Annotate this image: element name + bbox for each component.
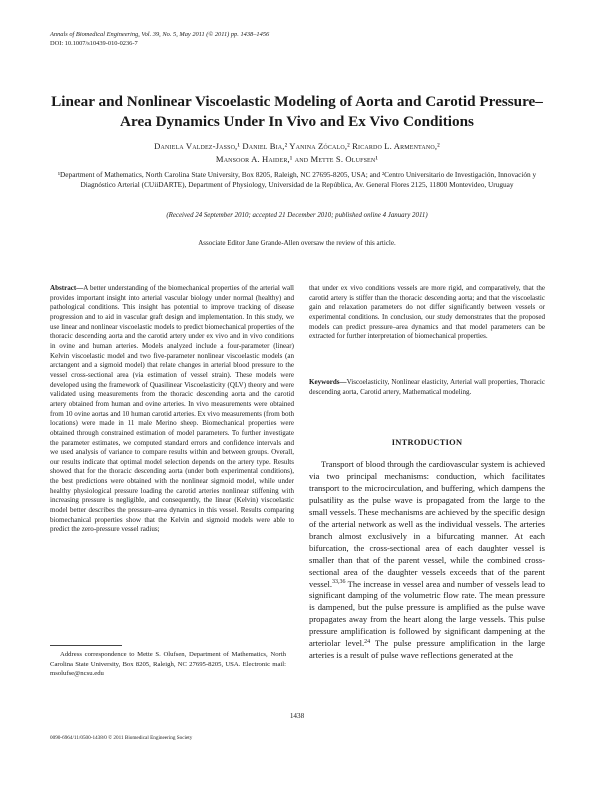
correspondence-footnote: Address correspondence to Mette S. Olufsen, Department of Mathematics, North Carolina State University, Box 8205, Raleigh, NC 27695-8205, USA. Electronic mail: msolufse@ncsu.edu xyxy=(50,651,286,677)
introduction-body xyxy=(309,459,545,662)
editor-note: Associate Editor Jane Grande-Allen oversaw the review of this article. xyxy=(198,239,396,247)
page-number: 1438 xyxy=(289,712,305,720)
journal-header xyxy=(50,30,550,48)
copyright-line: 0090-6964/11/0500-1438/0 © 2011 Biomedical Engineering Society xyxy=(50,735,193,741)
authors-line-1: Daniela Valdez-Jasso,¹ Daniel Bia,² Yanina Zócalo,² Ricardo L. Armentano,² xyxy=(154,141,440,151)
introduction-paragraph: Transport of blood through the cardiovascular system is achieved via two principal mechanisms: conduction, which facilitates transport to the microcirculation, and buffering, which dampens the pulsatility as the pulse wave is propagated from the large to the small vessels. These mechanisms are achieved by the specific design of the arterial network as well as the individual vessels. The arteries branch almost exclusively in a bifurcating manner. At each bifurcation, the cross-sectional area of each daughter vessel is smaller than that of the parent vessel, while the combined cross-sectional area of the daughter vessels exceeds that of the parent vessel.$^{33,36}$ The increase in vessel area and number of vessels lead to significant damping of the volumetric flow rate. The mean pressure is dampened, but the pulse pressure is amplified as the pulse wave propagates away from the heart along the large vessels. This pulse pressure amplification is followed by significant dampening at the arteriolar level.$^{24}$ The pulse pressure amplification in the large arteries is a result of pulse wave reflections generated at the xyxy=(309,459,545,661)
abstract-right-column: that under ex vivo conditions vessels are more rigid, and comparatively, that the carotid artery is stiffer than the thoracic descending aorta; and that the viscoelastic gain and relaxation parameters do not differ significantly between vessels or experimental conditions. In conclusion, our study demonstrates that the proposed models can predict pressure–area dynamics and that model parameters can be extracted for further interpretation of biomechanical properties. xyxy=(309,284,545,341)
citation-ref[interactable]: 24 xyxy=(364,638,371,645)
keywords-text: Viscoelasticity, Nonlinear elasticity, Arterial wall properties, Thoracic descending aorta, Carotid artery, Mathematical modeling. xyxy=(309,378,545,396)
authors-line-2: Mansoor A. Haider,¹ and Mette S. Olufsen¹ xyxy=(215,153,379,164)
citation-ref[interactable]: 33,36 xyxy=(332,579,346,586)
abstract-left-column xyxy=(50,284,294,535)
journal-citation: Annals of Biomedical Engineering, Vol. 39, No. 5, May 2011 (© 2011) pp. 1438–1456 xyxy=(50,31,270,38)
abstract-text: A better understanding of the biomechanical properties of the arterial wall provides important insight into arterial vascular biology under normal (healthy) and pathological conditions. This insight has potential to improve tracking of disease progression and to aid in vascular graft design and implementation. In this study, we use linear and nonlinear viscoelastic models to predict biomechanical properties of the thoracic descending aorta and the carotid artery under ex vivo and in vivo conditions in ovine and human arteries. Models analyzed include a four-parameter (linear) Kelvin viscoelastic model and two five-parameter nonlinear viscoelastic models (an arctangent and a sigmoid model) that relate changes in arterial blood pressure to the vessel cross-sectional area (via estimation of vessel strain). These models were developed using the framework of Quasilinear Viscoelasticity (QLV) theory and were validated using measurements from the thoracic descending aorta and the carotid artery obtained from human and ovine arteries. In vivo measurements were obtained from 10 ovine aortas and 10 human carotid arteries. Ex vivo measurements (from both locations) were made in 11 male Merino sheep. Biomechanical properties were obtained through constrained estimation of model parameters. To further investigate the parameter estimates, we computed standard errors and confidence intervals and we used analysis of variance to compare results within and between groups. Overall, our results indicate that optimal model selection depends on the artery type. Results showed that for the thoracic descending aorta (under both experimental conditions), the best predictions were obtained with the nonlinear sigmoid model, while under healthy physiological pressure loading the carotid arteries nonlinear stiffening with increasing pressure is negligible, and consequently, the linear (Kelvin) viscoelastic model better describes the pressure–area dynamics in this vessel. Results comparing biomechanical properties show that the Kelvin and sigmoid models were able to predict the zero-pressure vessel radius; xyxy=(50,284,294,534)
doi: DOI: 10.1007/s10439-010-0236-7 xyxy=(50,40,138,47)
keywords xyxy=(309,378,545,397)
keywords-label: Keywords— xyxy=(309,378,347,386)
affiliations: ¹Department of Mathematics, North Carolina State University, Box 8205, Raleigh, NC 27695-8205, USA; and ²Centro Universitario de Investigación, Innovación y Diagnóstico Arterial (CUiiDARTE), Department of Physiology, Universidad de la República, Av. General Flores 2125, 11800 Montevideo, Uruguay xyxy=(57,170,537,189)
footnote-divider xyxy=(50,645,122,646)
author-list xyxy=(40,140,554,165)
received-dates: (Received 24 September 2010; accepted 21 December 2010; published online 4 January 2011) xyxy=(166,212,428,219)
paper-title: Linear and Nonlinear Viscoelastic Modeling of Aorta and Carotid Pressure–Area Dynamics Under In Vivo and Ex Vivo Conditions xyxy=(51,93,543,130)
introduction-heading: INTRODUCTION xyxy=(391,438,463,447)
abstract-label: Abstract— xyxy=(50,284,84,292)
